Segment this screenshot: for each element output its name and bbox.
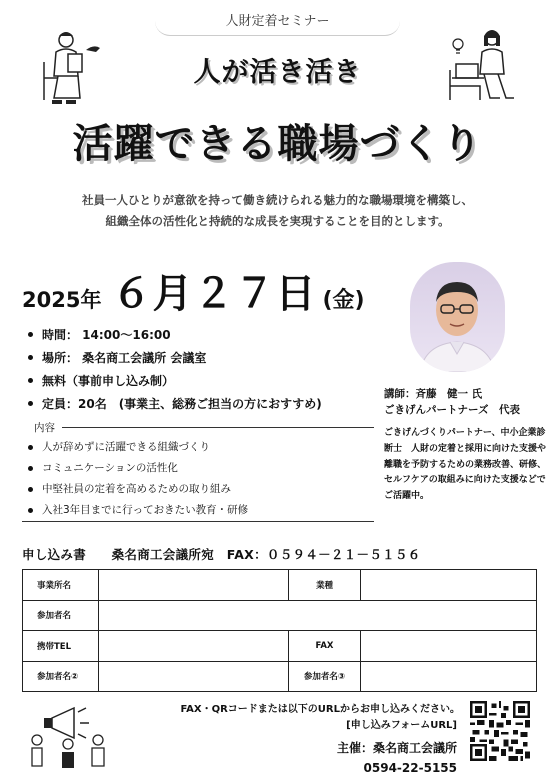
content-heading-label: 内容 [34,422,55,434]
lecturer-info [384,386,520,418]
date-year: 2025年 [22,288,102,312]
seminar-info-list [22,326,382,418]
date-month-day: ６月２７日 [111,271,317,317]
intro-line-2: 組織全体の活性化と持続的な成長を実現することを目的とします。 [105,214,450,228]
seminar-date [22,262,365,319]
organizer-phone: 0594-22-5155 [363,761,457,775]
content-item: 入社3年目までに行っておきたい教育・研修 [22,503,382,524]
title-line-2: 活躍できる職場づくり [72,121,483,167]
field-company[interactable] [99,570,289,601]
lecturer-photo [410,262,505,372]
form-row [23,661,537,692]
field-industry[interactable] [361,570,537,601]
content-heading [22,420,374,434]
content-list [22,440,382,524]
lecturer-title: ごきげんパートナーズ 代表 [384,404,520,416]
intro-line-1: 社員一人ひとりが意欲を持って働き続けられる魅力的な職場環境を構築し、 [82,193,473,207]
lecturer-description: ごきげんづくりパートナー、中小企業診断士 人財の定着と採用に向けた支援や離職を予防するための業務改善、研修、セルフケアの取組みに向けた支援などでご活躍中。 [384,428,547,502]
title-line-1: 人が活き活き [193,57,362,88]
form-row [23,631,537,662]
form-row [23,570,537,601]
date-weekday: (金) [322,288,365,313]
content-bottom-divider [22,521,374,522]
label-industry: 業種 [289,570,361,601]
field-fax[interactable] [361,631,537,662]
label-participant-3: 参加者名③ [289,661,361,692]
application-form [22,569,537,692]
megaphone-team-illustration [28,700,116,770]
organizer-name: 主催：桑名商工会議所 [336,741,457,755]
info-place: 場所： 桑名商工会議所 会議室 [22,349,382,372]
field-mobile[interactable] [99,631,289,662]
form-row [23,600,537,631]
label-mobile: 携帯TEL [23,631,99,662]
label-participant: 参加者名 [23,600,99,631]
lecturer-name: 講師：斉藤 健一 氏 [384,388,483,400]
field-participant-3[interactable] [361,661,537,692]
content-item: コミュニケーションの活性化 [22,461,382,482]
field-participant[interactable] [99,600,537,631]
content-item: 中堅社員の定着を高めるための取り組み [22,482,382,503]
application-heading: 申し込み書 桑名商工会議所宛 FAX：０５９４－２１－５１５６ [22,547,421,562]
content-item: 人が辞めずに活躍できる組織づくり [22,440,382,461]
label-participant-2: 参加者名② [23,661,99,692]
form-url-label[interactable]: [申し込みフォームURL] [346,720,457,731]
label-company: 事業所名 [23,570,99,601]
info-time: 時間： 14:00～16:00 [22,326,382,349]
seminar-subtitle: 人財定着セミナー [225,14,330,29]
label-fax: FAX [289,631,361,662]
organizer-block [160,738,457,775]
intro-text [40,190,515,232]
info-capacity: 定員：20名 (事業主、総務ご担当の方におすすめ) [22,395,382,418]
footer-note: FAX・QRコードまたは以下のURLからお申し込みください。 [180,704,460,715]
field-participant-2[interactable] [99,661,289,692]
qr-code-icon[interactable] [470,701,530,761]
content-divider [62,427,374,428]
info-fee: 無料（事前申し込み制） [22,372,382,395]
